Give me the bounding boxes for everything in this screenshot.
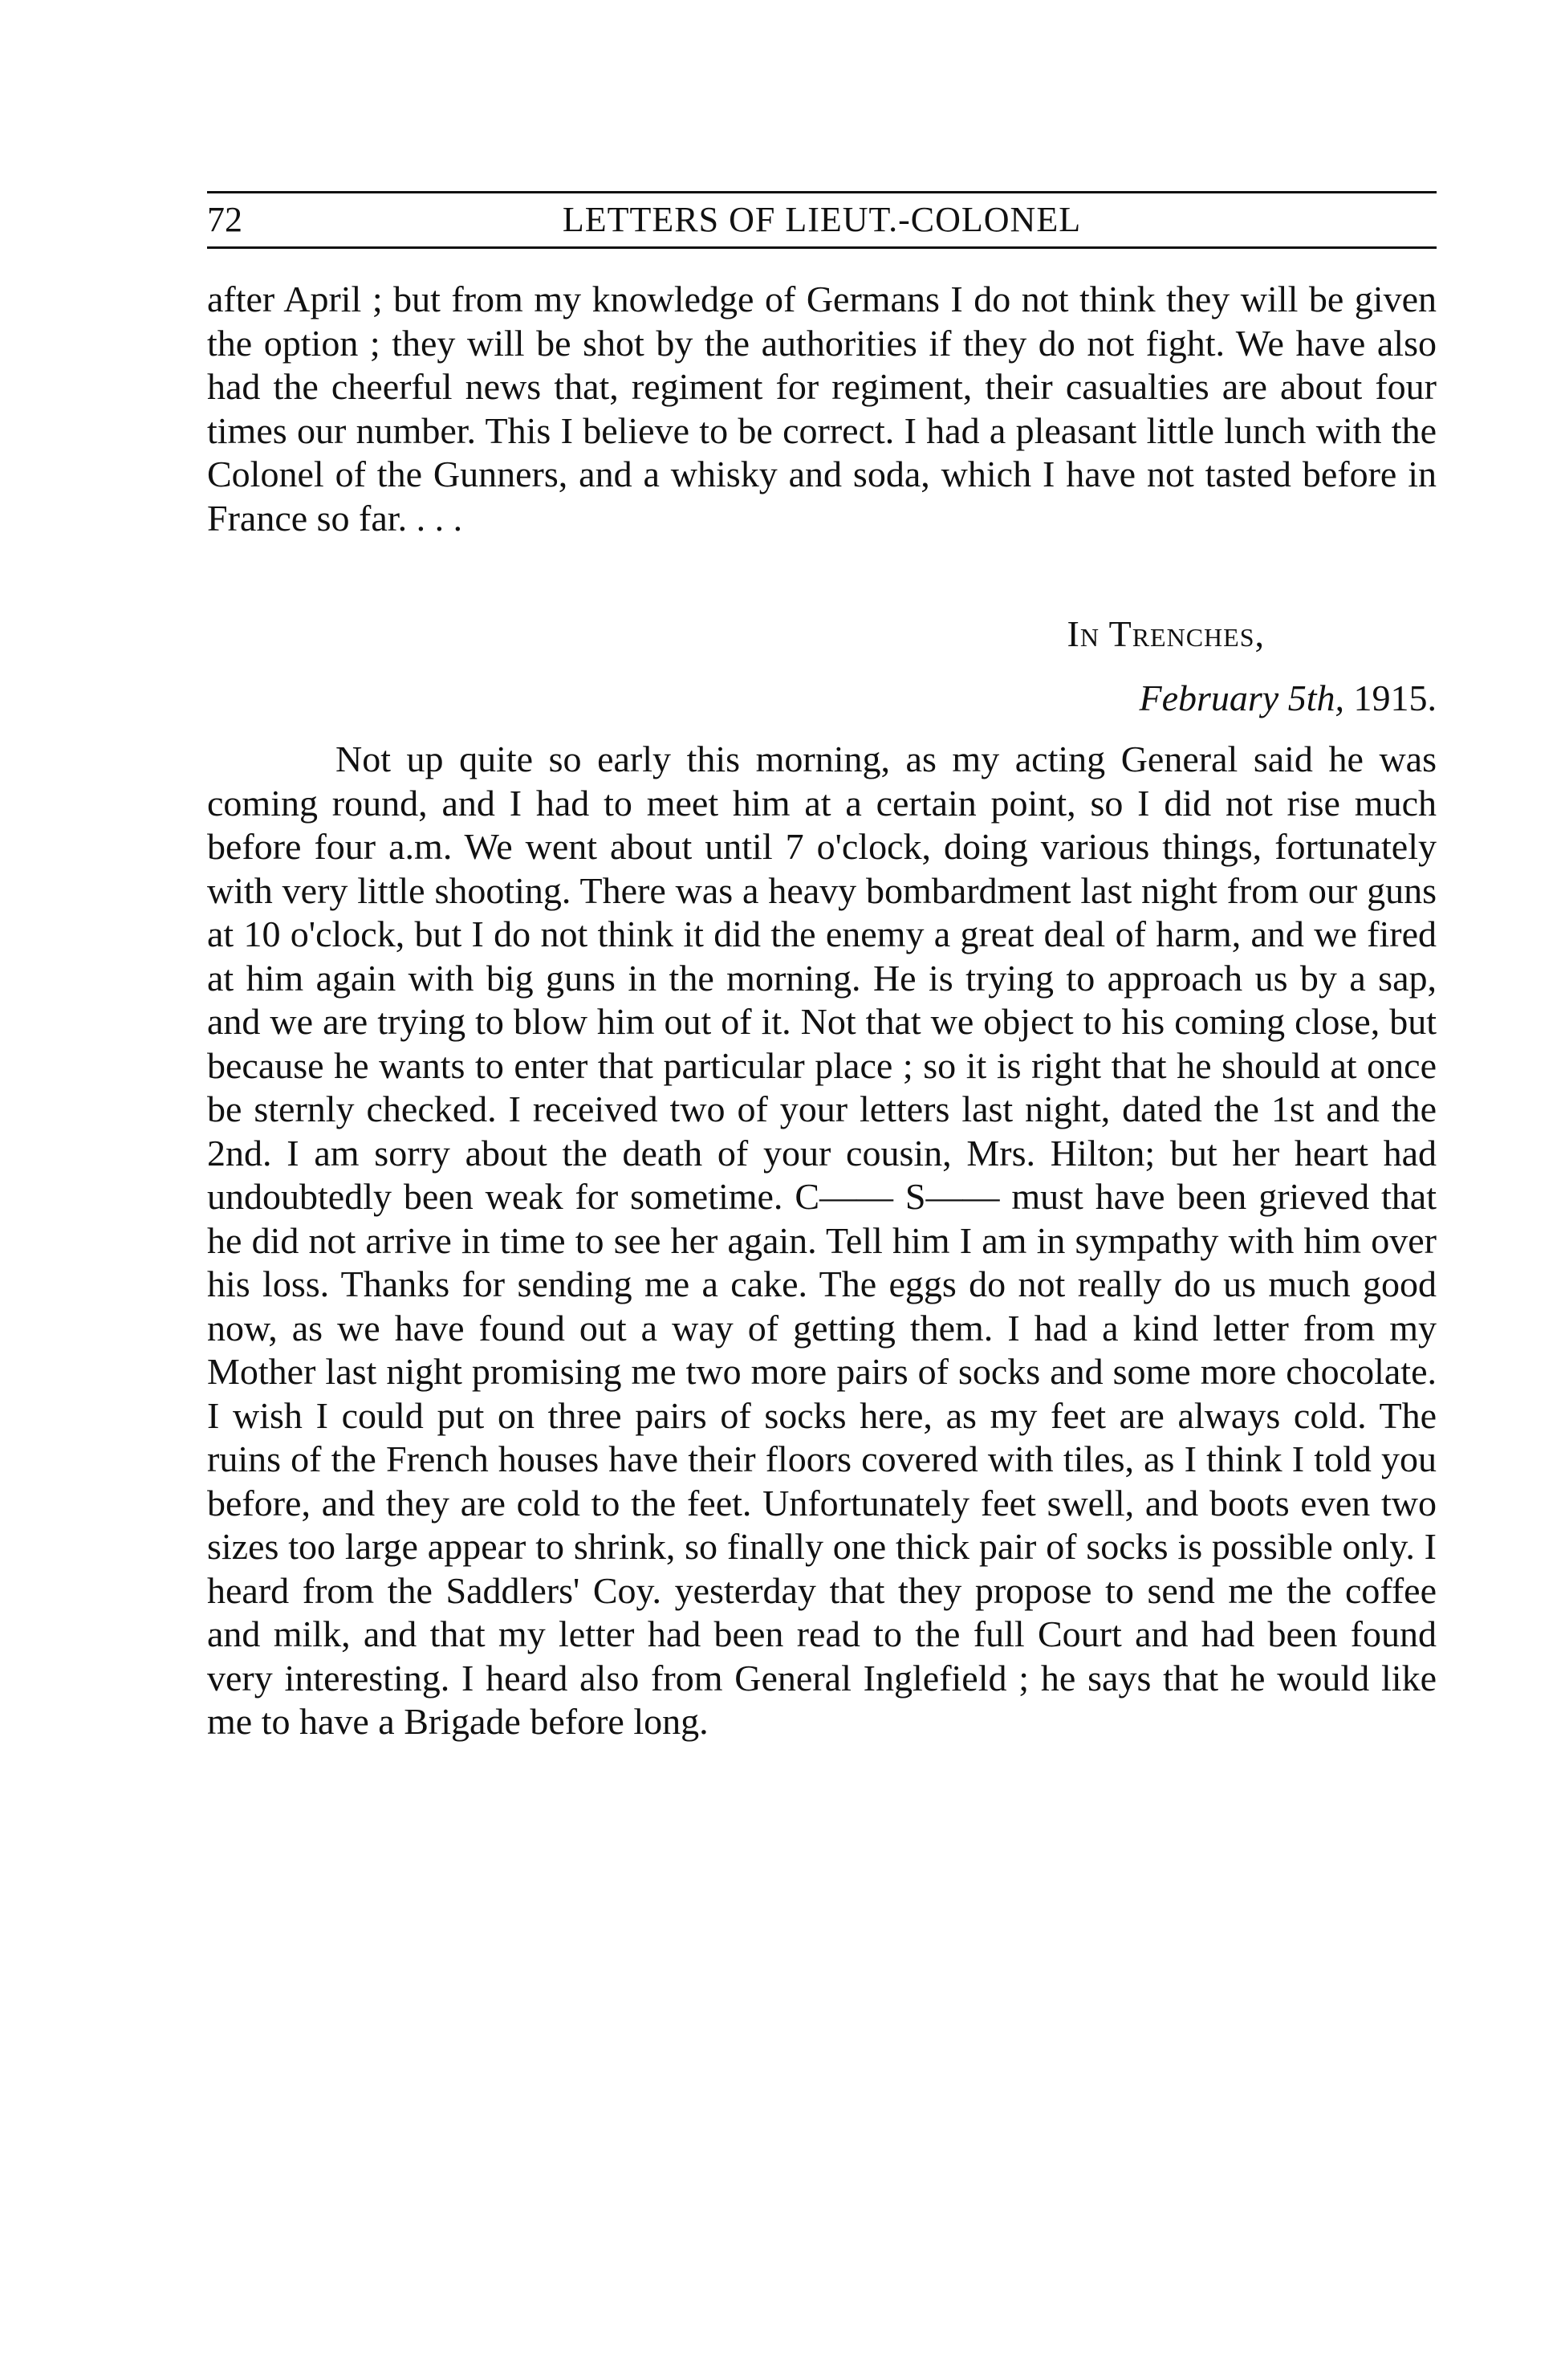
running-title: LETTERS OF LIEUT.-COLONEL [562, 200, 1082, 239]
page-number: 72 [207, 200, 242, 239]
running-header [207, 193, 1437, 246]
letter-place-heading: In Trenches, [1067, 613, 1265, 654]
continuation-paragraph: after April ; but from my knowledge of Germans I do not think they will be given the option ; they will be shot by the authorities if they do not fight. We have also had the cheerful news that, regiment for regiment, their casualties are about four times our number. This I believe to be correct. I had a pleasant little lunch with the Colonel of the Gunners, and a whisky and soda, which I have not tasted before in France so far. . . . [207, 279, 1437, 539]
letter-date [207, 677, 1437, 720]
book-page [207, 191, 1437, 1744]
letter-body-paragraph: Not up quite so early this morning, as my acting General said he was coming round, and I had to meet him at a certain point, so I did not rise much before four a.m. We went about until 7 o'clock, doing various things, fortunately with very little shooting. There was a heavy bombardment last night from our guns at 10 o'clock, but I do not think it did the enemy a great deal of harm, and we fired at him again with big guns in the morning. He is trying to approach us by a sap, and we are trying to blow him out of it. Not that we object to his coming close, but because he wants to enter that particular place ; so it is right that he should at once be sternly checked. I received two of your letters last night, dated the 1st and the 2nd. I am sorry about the death of your cousin, Mrs. Hilton; but her heart had undoubtedly been weak for sometime. C—— S—— must have been grieved that he did not arrive in time to see her again. Tell him I am in sympathy with him over his loss. Thanks for sending me a cake. The eggs do not really do us much good now, as we have found out a way of getting them. I had a kind letter from my Mother last night promising me two more pairs of socks and some more chocolate. I wish I could put on three pairs of socks here, as my feet are always cold. The ruins of the French houses have their floors covered with tiles, as I think I told you before, and they are cold to the feet. Unfortunately feet swell, and boots even two sizes too large appear to shrink, so finally one thick pair of socks is possible only. I heard from the Saddlers' Coy. yesterday that they propose to send me the coffee and milk, and that my letter had been read to the full Court and had been found very interesting. I heard also from General Inglefield ; he says that he would like me to have a Brigade before long. [207, 738, 1437, 1742]
header-bottom-rule [207, 246, 1437, 249]
letter-date-year: 1915. [1353, 677, 1437, 718]
letter-date-month-day: February 5th, [1139, 677, 1344, 718]
